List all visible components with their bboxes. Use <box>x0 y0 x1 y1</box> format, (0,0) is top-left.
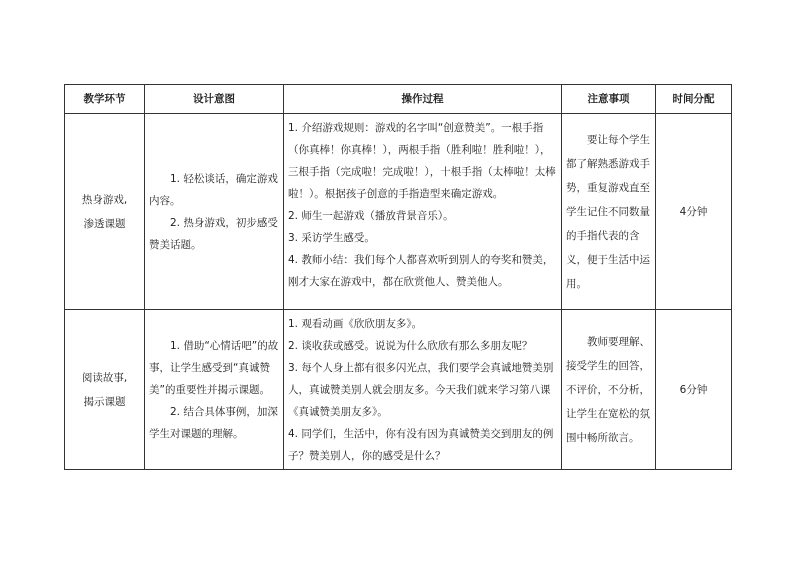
header-process: 操作过程 <box>284 85 562 114</box>
header-intent: 设计意图 <box>145 85 284 114</box>
notes-cell: 要让每个学生都了解熟悉游戏手势，重复游戏直至学生记住不同数量的手指代表的含义，便于生活中运用。 <box>562 114 656 310</box>
header-time: 时间分配 <box>656 85 732 114</box>
table-row <box>65 114 732 310</box>
process-cell: 1. 观看动画《欣欣朋友多》。 2. 谈收获或感受。说说为什么欣欣有那么多朋友呢？ 3. 每个人身上都有很多闪光点，我们要学会真诚地赞美别人，真诚赞美别人就会朋友多。今天我们就来学习第八课《真诚赞美朋友多》。 4. 同学们，生活中，你有没有因为真诚赞美交到朋友的例子？赞美别人，你的感受是什么？ <box>284 310 562 470</box>
lesson-plan-table <box>64 84 732 470</box>
intent-cell: 1. 轻松谈话，确定游戏内容。 2. 热身游戏，初步感受赞美话题。 <box>145 114 284 310</box>
notes-cell: 教师要理解、接受学生的回答，不评价，不分析，让学生在宽松的氛围中畅所欲言。 <box>562 310 656 470</box>
table-header-row <box>65 85 732 114</box>
time-cell: 6分钟 <box>656 310 732 470</box>
stage-cell: 热身游戏, 渗透课题 <box>65 114 145 310</box>
table-row <box>65 310 732 470</box>
stage-cell: 阅读故事, 揭示课题 <box>65 310 145 470</box>
process-cell: 1. 介绍游戏规则：游戏的名字叫“创意赞美”。一根手指（你真棒！你真棒！），两根手指（胜利啦！胜利啦！），三根手指（完成啦！完成啦！），十根手指（太棒啦！太棒啦！）。根据孩子创意的手指造型来确定游戏。 2. 师生一起游戏（播放背景音乐）。 3. 采访学生感受。 4. 教师小结：我们每个人都喜欢听到别人的夸奖和赞美，刚才大家在游戏中，都在欣赏他人、赞美他人。 <box>284 114 562 310</box>
time-cell: 4分钟 <box>656 114 732 310</box>
intent-cell: 1. 借助“心情话吧”的故事，让学生感受到“真诚赞美”的重要性并揭示课题。 2. 结合具体事例，加深学生对课题的理解。 <box>145 310 284 470</box>
header-stage: 教学环节 <box>65 85 145 114</box>
header-notes: 注意事项 <box>562 85 656 114</box>
